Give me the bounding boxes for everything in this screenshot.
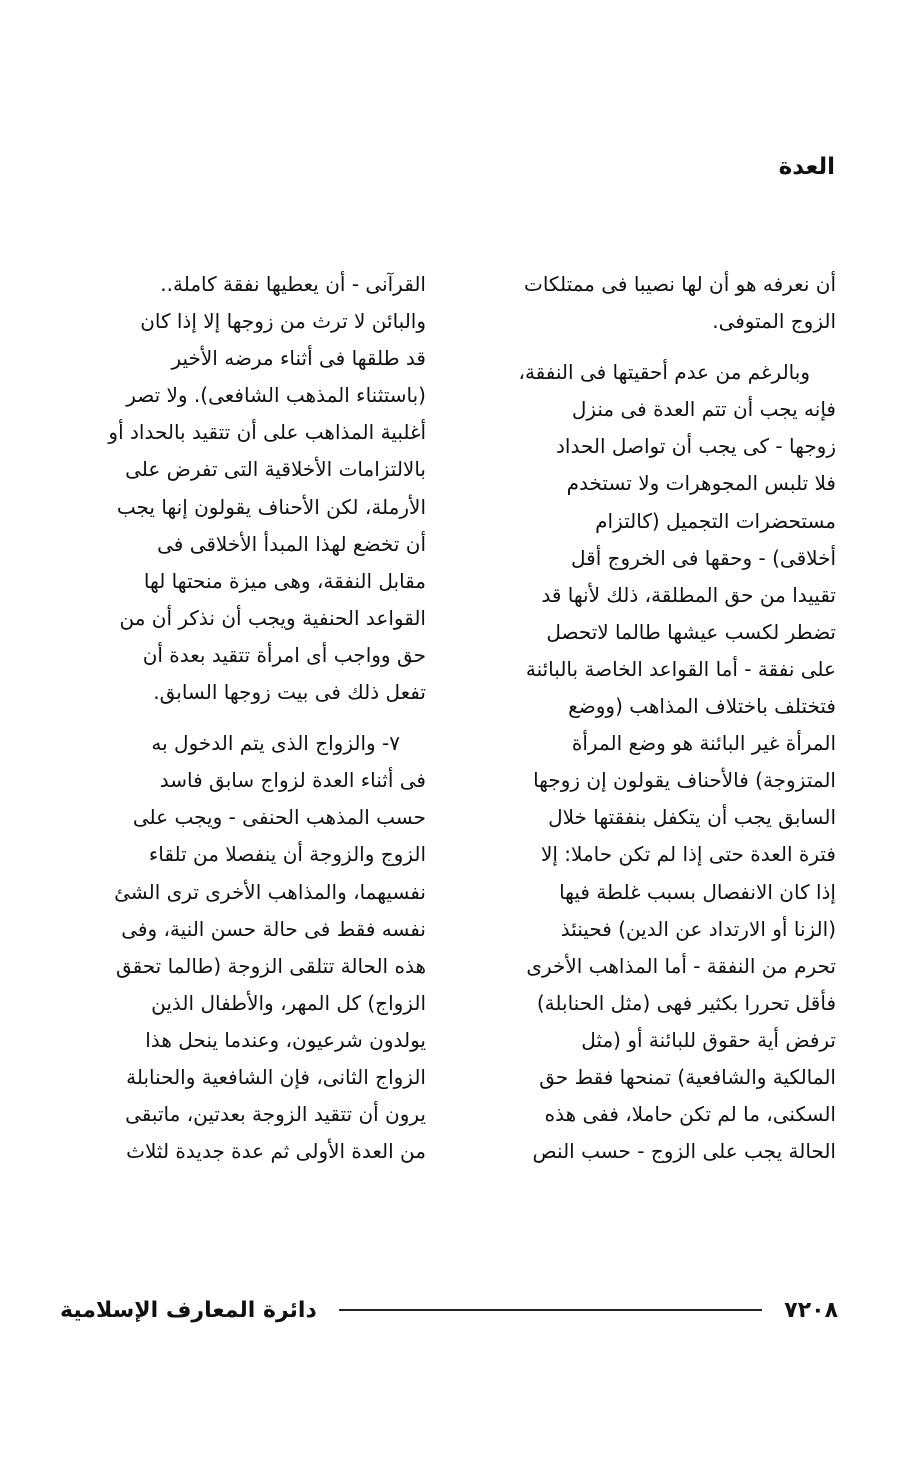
publication-title: دائرة المعارف الإسلامية: [60, 1297, 317, 1323]
text-column-right: [474, 266, 836, 1170]
footer-rule: [339, 1309, 763, 1311]
running-title: العدة: [778, 154, 835, 180]
paragraph: أن نعرفه هو أن لها نصيبا فى ممتلكات الزوج المتوفى.: [523, 272, 836, 334]
paragraph: القرآنى - أن يعطيها نفقة كاملة.. والبائن لا ترث من زوجها إلا إذا كان قد طلقها فى أثناء مرضه الأخير (باستثناء المذهب الشافعى). ولا تصر أغلبية المذاهب على أن تتقيد بالحداد أو بالالتزامات الأخلاقية التى تفرض على الأرملة، لكن الأحناف يقولون إنها يجب أن تخضع لهذا المبدأ الأخلاقى فى مقابل النفقة، وهى ميزة منحتها لها القواعد الحنفية ويجب أن نذكر أن من حق وواجب أى امرأة تتقيد بعدة أن تفعل ذلك فى بيت زوجها السابق.: [108, 272, 426, 705]
text-column-left: [64, 266, 426, 1170]
paragraph: وبالرغم من عدم أحقيتها فى النفقة، فإنه يجب أن تتم العدة فى منزل زوجها - كى يجب أن تواصل الحداد فلا تلبس المجوهرات ولا تستخدم مستحضرات التجميل (كالتزام أخلاقى) - وحقها فى الخروج أقل تقييدا من حق المطلقة، ذلك لأنها قد تضطر لكسب عيشها طالما لاتحصل على نفقة - أما القواعد الخاصة بالبائنة فتختلف باختلاف المذاهب (ووضع المرأة غير البائنة هو وضع المرأة المتزوجة) فالأحناف يقولون إن زوجها السابق يجب أن يتكفل بنفقتها خلال فترة العدة حتى إذا لم تكن حاملا: إلا إذا كان الانفصال بسبب غلطة فيها (الزنا أو الارتداد عن الدين) فحينئذ تحرم من النفقة - أما المذاهب الأخرى فأقل تحررا بكثير فهى (مثل الحنابلة) ترفض أية حقوق للبائنة أو (مثل المالكية والشافعية) تمنحها فقط حق السكنى، ما لم تكن حاملا، ففى هذه الحالة يجب على الزوج - حسب النص: [518, 360, 836, 1164]
page-number: ٧٢٠٨: [784, 1297, 838, 1323]
paragraph: ٧- والزواج الذى يتم الدخول به فى أثناء العدة لزواج سابق فاسد حسب المذهب الحنفى - ويجب على الزوج والزوجة أن ينفصلا من تلقاء نفسيهما، والمذاهب الأخرى ترى الشئ نفسه فقط فى حالة حسن النية، وفى هذه الحالة تتلقى الزوجة (طالما تحقق الزواج) كل المهر، والأطفال الذين يولدون شرعيون، وعندما ينحل هذا الزواج الثانى، فإن الشافعية والحنابلة يرون أن تتقيد الزوجة بعدتين، ماتبقى من العدة الأولى ثم عدة جديدة لثلاث: [114, 731, 426, 1164]
page-footer: [60, 1290, 838, 1330]
